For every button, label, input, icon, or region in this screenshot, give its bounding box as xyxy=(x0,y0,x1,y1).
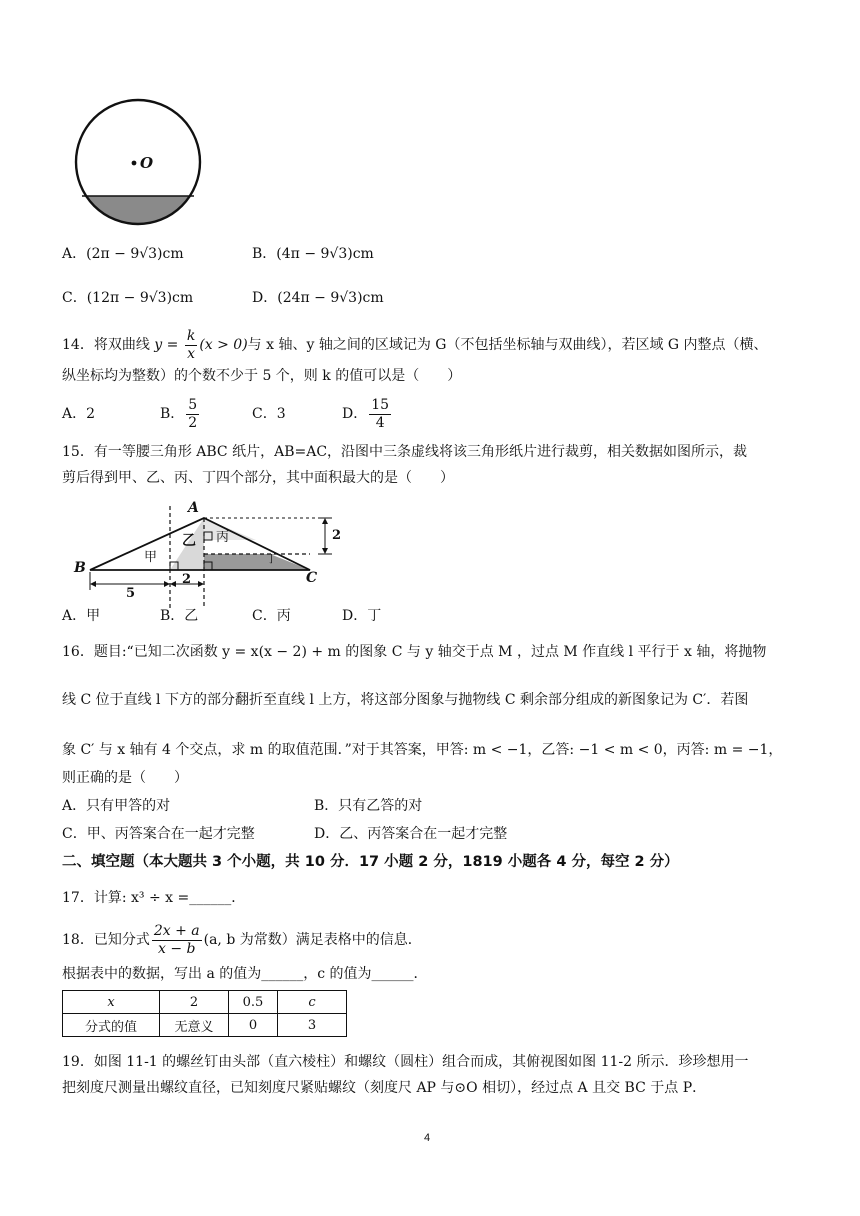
q13-option-b-expr: (4π − 9√3)cm xyxy=(276,246,374,262)
q19-line1: 19．如图 11-1 的螺丝钉由头部（直六棱柱）和螺纹（圆柱）组合而成，其俯视图如图 11-2 所示．珍珍想用一 xyxy=(62,1054,749,1070)
table-cell: 0 xyxy=(229,1014,278,1037)
q18-frac-den: x − b xyxy=(152,940,202,958)
q13-circle-figure xyxy=(72,92,204,230)
q13-option-c xyxy=(62,288,193,308)
q15-option-b xyxy=(160,606,198,626)
q18-text1: 18．已知分式 xyxy=(62,932,150,948)
q15-option-d-value: 丁 xyxy=(367,608,382,624)
q14-option-d xyxy=(342,392,393,436)
q15-label-bing: 丙 xyxy=(216,530,230,545)
table-cell: c xyxy=(278,991,347,1014)
q14-option-a-letter: A． xyxy=(62,406,87,422)
q13-option-a-letter: A． xyxy=(62,246,87,262)
q16-line2: 线 C 位于直线 l 下方的部分翻折至直线 l 上方，将这部分图象与抛物线 C 剩余部分组成的新图象记为 C′．若图 xyxy=(62,692,749,708)
q15-label-yi: 乙 xyxy=(182,533,196,549)
q18-line1 xyxy=(62,920,422,960)
q14-frac-den: x xyxy=(185,345,197,363)
q15-option-d-letter: D． xyxy=(342,608,368,624)
q14-line2 xyxy=(62,366,461,386)
q13-center-label: O xyxy=(140,154,154,172)
q13-option-c-expr: (12π − 9√3)cm xyxy=(86,290,194,306)
q15-dim-5: 5 xyxy=(126,586,136,601)
q16-option-d xyxy=(314,824,507,844)
q14-option-d-letter: D． xyxy=(342,406,368,422)
q15-option-a-value: 甲 xyxy=(86,608,101,624)
q15-triangle-figure xyxy=(70,500,360,610)
q16-line3: 象 C′ 与 x 轴有 4 个交点，求 m 的取值范围．”对于其答案，甲答: m < −1，乙答: −1 < m < 0，丙答: m = −1， xyxy=(62,742,783,758)
q15-label-a: A xyxy=(188,500,199,516)
q14-option-c-letter: C． xyxy=(252,406,277,422)
q14-text3: 纵坐标均为整数）的个数不少于 5 个，则 k 的值可以是（ ） xyxy=(62,368,462,384)
q14-option-b-num: 5 xyxy=(188,396,198,413)
q14-number: 14． xyxy=(62,337,94,353)
q13-option-d-expr: (24π − 9√3)cm xyxy=(277,290,384,306)
table-row xyxy=(63,1014,347,1037)
q16-line4: 则正确的是（ ） xyxy=(62,770,188,786)
section2-heading: 二、填空题（本大题共 3 个小题，共 10 分．17 小题 2 分，1819 小题各 4 分，每空 2 分） xyxy=(62,854,679,870)
q15-dim-2-bottom: 2 xyxy=(182,572,192,587)
q16-option-c-letter: C． xyxy=(62,826,87,842)
q16-option-c-value: 甲、丙答案合在一起才完整 xyxy=(86,826,255,842)
q15-label-jia: 甲 xyxy=(144,550,158,565)
table-cell: 0.5 xyxy=(229,991,278,1014)
table-cell: 2 xyxy=(160,991,229,1014)
q18-line2: 根据表中的数据，写出 a 的值为______，c 的值为______． xyxy=(62,966,428,982)
q15-option-c xyxy=(252,606,291,626)
page-number: 4 xyxy=(424,1132,431,1144)
q15-label-c: C xyxy=(306,570,318,586)
q14-line1 xyxy=(62,326,768,364)
q14-option-d-num: 15 xyxy=(371,396,390,413)
q18-text2: (a, b 为常数）满足表格中的信息． xyxy=(203,932,422,948)
q13-option-d-letter: D． xyxy=(252,290,278,306)
q15-label-ding: 丁 xyxy=(266,552,277,565)
q19-line2: 把刻度尺测量出螺纹直径，已知刻度尺紧贴螺纹（刻度尺 AP 与⊙O 相切），经过点 A 且交 BC 于点 P． xyxy=(62,1080,707,1096)
q16-option-a xyxy=(62,796,170,816)
q16-option-c xyxy=(62,824,255,844)
q14-option-b-den: 2 xyxy=(188,414,198,431)
q16-option-b xyxy=(314,796,422,816)
q15-option-c-letter: C． xyxy=(252,608,277,624)
q14-condition: (x > 0) xyxy=(199,337,248,353)
q14-option-a xyxy=(62,404,95,424)
q15-option-a xyxy=(62,606,100,626)
q15-option-b-letter: B． xyxy=(160,608,185,624)
q16-option-d-value: 乙、丙答案合在一起才完整 xyxy=(339,826,508,842)
q15-option-d xyxy=(342,606,381,626)
q13-option-a-expr: (2π − 9√3)cm xyxy=(86,246,184,262)
q15-label-b: B xyxy=(74,560,86,576)
q17-text: 17．计算: x³ ÷ x =______． xyxy=(62,890,246,906)
q18-table xyxy=(62,990,347,1037)
q15-option-a-letter: A． xyxy=(62,608,87,624)
q15-dim-2-right: 2 xyxy=(332,528,342,543)
q14-option-d-den: 4 xyxy=(369,414,391,432)
q13-option-b xyxy=(252,244,374,264)
q16-option-b-value: 只有乙答的对 xyxy=(338,798,423,814)
q14-frac-num: k xyxy=(186,327,196,344)
q14-fraction xyxy=(185,328,197,363)
table-row xyxy=(63,991,347,1014)
q13-option-c-letter: C． xyxy=(62,290,87,306)
q18-frac-num: 2x + a xyxy=(153,922,200,939)
q16-option-a-letter: A． xyxy=(62,798,87,814)
q16-option-b-letter: B． xyxy=(314,798,339,814)
q14-text1: 将双曲线 xyxy=(93,337,150,353)
q15-line1: 15．有一等腰三角形 ABC 纸片，AB=AC，沿图中三条虚线将该三角形纸片进行裁剪，相关数据如图所示，裁 xyxy=(62,444,748,460)
q16-option-d-letter: D． xyxy=(314,826,340,842)
q16-option-a-value: 只有甲答的对 xyxy=(86,798,171,814)
table-cell: x xyxy=(63,991,160,1014)
q13-option-a xyxy=(62,244,184,264)
q15-option-b-value: 乙 xyxy=(184,608,199,624)
q14-option-c-value: 3 xyxy=(276,406,286,422)
q14-option-c xyxy=(252,404,286,424)
q14-eq-y: y = xyxy=(154,337,179,353)
q14-option-a-value: 2 xyxy=(86,406,96,422)
table-cell: 3 xyxy=(278,1014,347,1037)
q14-option-b xyxy=(160,392,201,436)
q14-option-b-fraction xyxy=(186,397,199,432)
q18-fraction xyxy=(152,923,202,958)
q14-option-d-fraction xyxy=(369,397,391,432)
table-cell: 分式的值 xyxy=(63,1014,160,1037)
q13-option-d xyxy=(252,288,384,308)
q14-option-b-letter: B． xyxy=(160,406,185,422)
q14-text2: 与 x 轴、y 轴之间的区域记为 G（不包括坐标轴与双曲线），若区域 G 内整点（横、 xyxy=(247,337,768,353)
q15-line2: 剪后得到甲、乙、丙、丁四个部分，其中面积最大的是（ ） xyxy=(62,470,454,486)
q13-option-b-letter: B． xyxy=(252,246,277,262)
q15-option-c-value: 丙 xyxy=(276,608,291,624)
table-cell: 无意义 xyxy=(160,1014,229,1037)
q16-line1: 16．题目:“已知二次函数 y = x(x − 2) + m 的图象 C 与 y 轴交于点 M ，过点 M 作直线 l 平行于 x 轴，将抛物 xyxy=(62,644,767,660)
